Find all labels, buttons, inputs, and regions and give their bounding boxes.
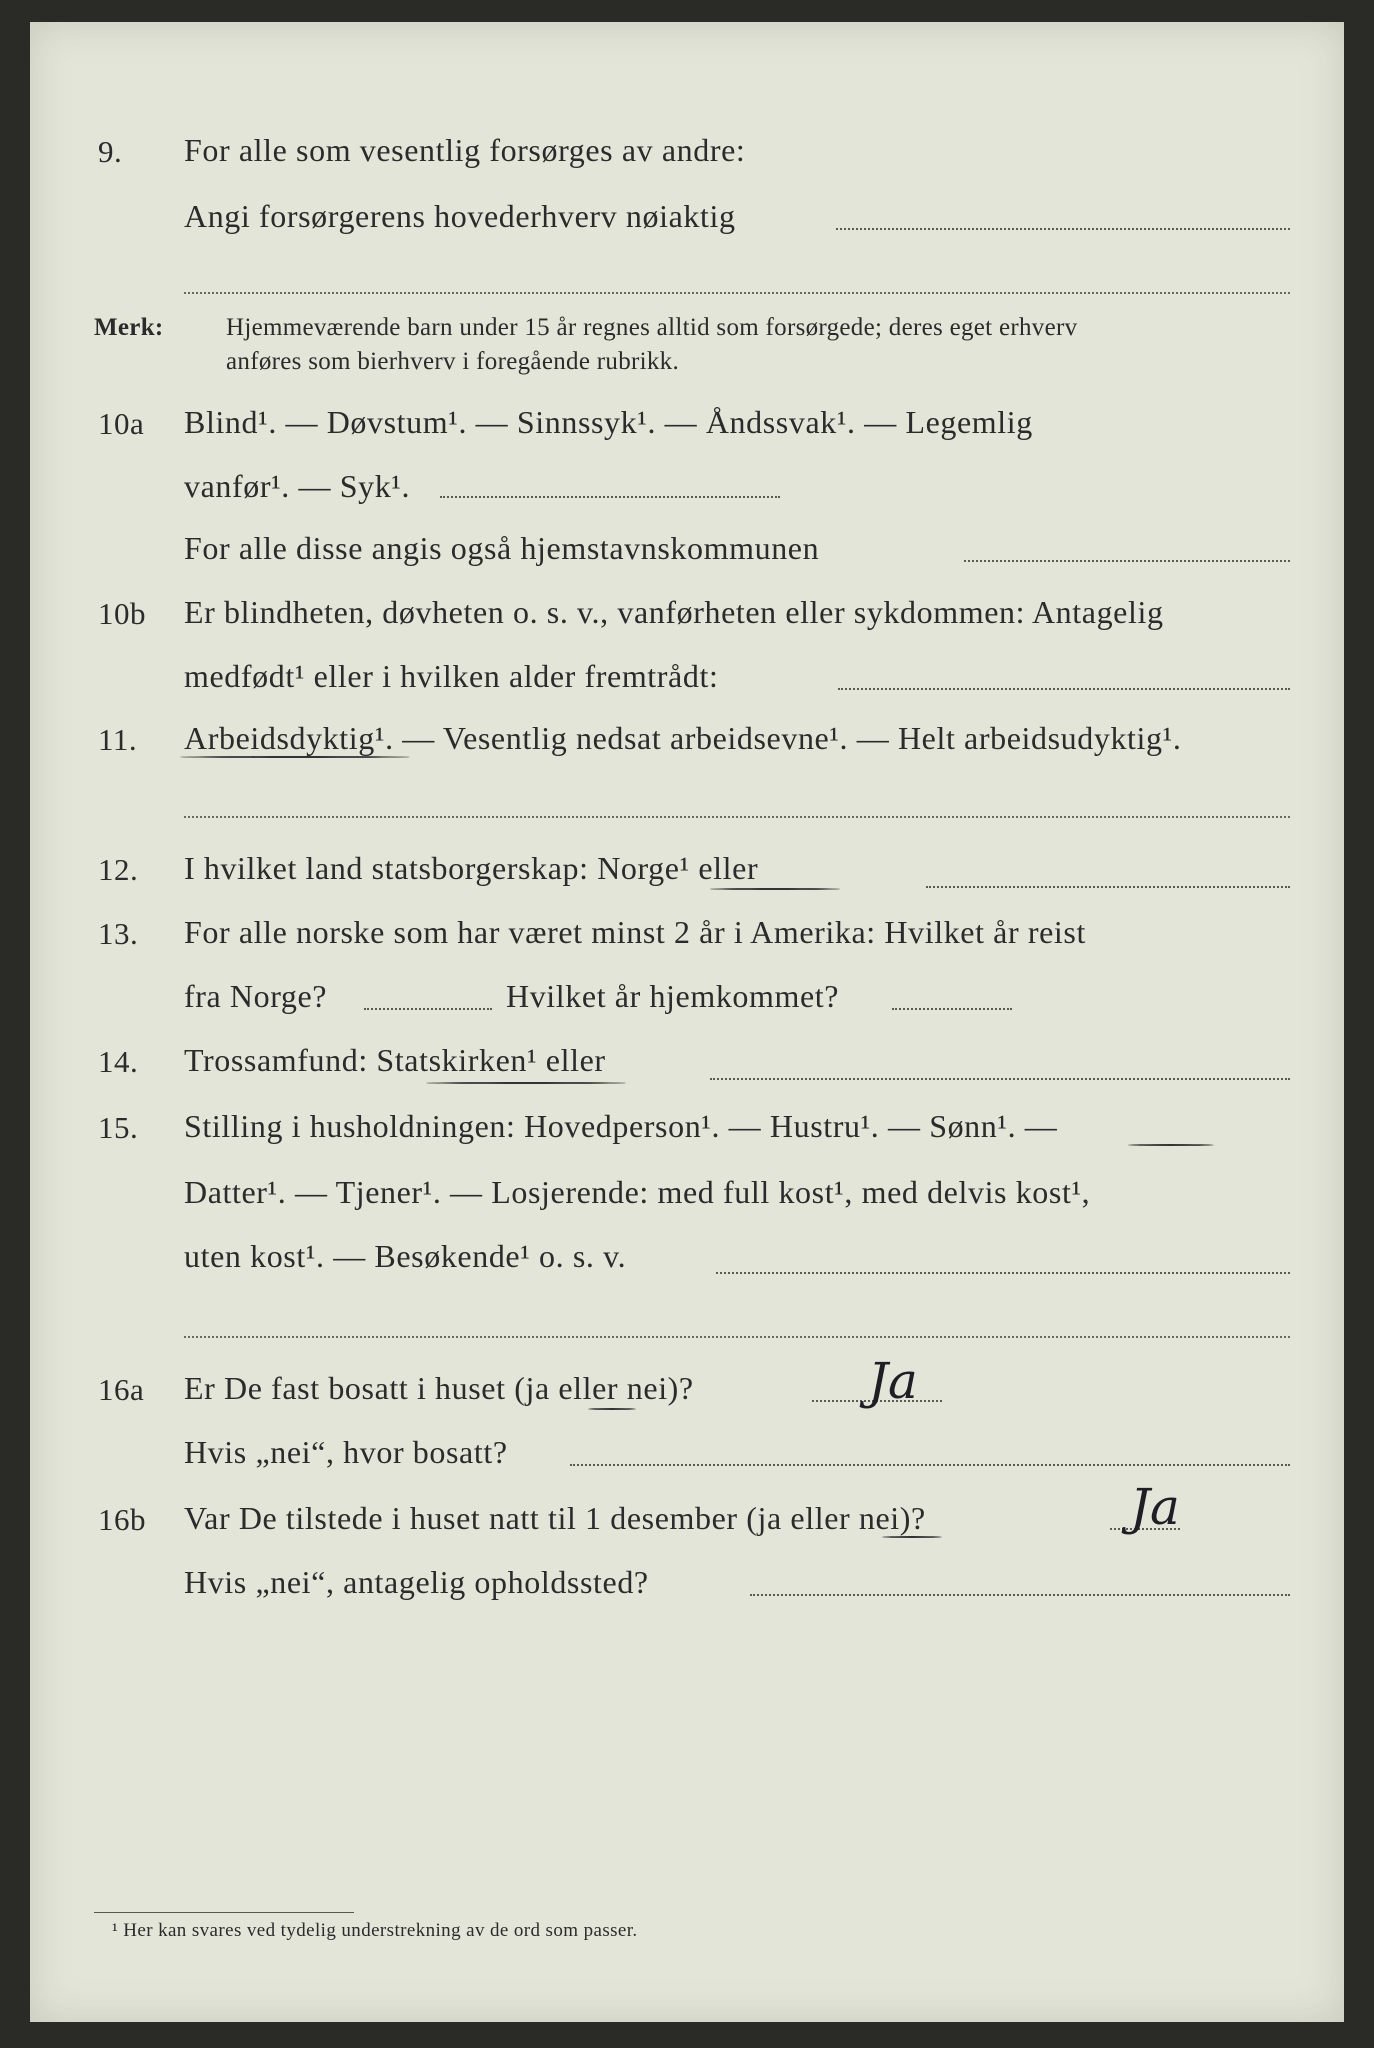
question-10a-line1: Blind¹. — Døvstum¹. — Sinnssyk¹. — Åndssvak¹. — Legemlig xyxy=(184,404,1033,440)
question-12-line1: I hvilket land statsborgerskap: Norge¹ eller xyxy=(184,850,759,886)
handwritten-answer-16b: Ja xyxy=(1130,1478,1180,1536)
answer-line-14[interactable] xyxy=(710,1078,1290,1080)
handwritten-answer-16a: Ja xyxy=(868,1352,918,1410)
underline-statskirken xyxy=(426,1082,626,1084)
merk-label: Merk: xyxy=(94,314,164,341)
answer-line-16a-bosatt[interactable] xyxy=(570,1464,1290,1466)
answer-line-12[interactable] xyxy=(926,886,1290,888)
question-11-number: 11. xyxy=(98,722,138,757)
underline-sonn xyxy=(1128,1144,1214,1146)
question-16a-number: 16a xyxy=(98,1372,145,1407)
question-9-line2: Angi forsørgerens hovederhverv nøiaktig xyxy=(184,198,736,234)
question-13-number: 13. xyxy=(98,916,139,951)
underline-norge xyxy=(710,888,840,890)
census-form-page xyxy=(30,22,1344,2022)
question-15-line3: uten kost¹. — Besøkende¹ o. s. v. xyxy=(184,1238,627,1274)
answer-line-9b[interactable] xyxy=(184,292,1290,294)
underline-ja-16a xyxy=(588,1408,636,1410)
question-9-line1: For alle som vesentlig forsørges av andre: xyxy=(184,132,746,168)
question-10a-number: 10a xyxy=(98,406,145,441)
question-16a-line2: Hvis „nei“, hvor bosatt? xyxy=(184,1434,508,1470)
question-15-number: 15. xyxy=(98,1110,139,1145)
answer-line-15b[interactable] xyxy=(184,1336,1290,1338)
question-10b-line1: Er blindheten, døvheten o. s. v., vanførheten eller sykdommen: Antagelig xyxy=(184,594,1164,630)
footnote: ¹ Her kan svares ved tydelig understrekning av de ord som passer. xyxy=(112,1920,638,1941)
answer-line-15[interactable] xyxy=(716,1272,1290,1274)
underline-arbeidsdyktig xyxy=(180,756,410,758)
footnote-rule xyxy=(94,1912,354,1913)
question-13-line2b: Hvilket år hjemkommet? xyxy=(506,978,840,1014)
question-13-line2a: fra Norge? xyxy=(184,978,328,1014)
question-16b-line2: Hvis „nei“, antagelig opholdssted? xyxy=(184,1564,649,1600)
question-14-line1: Trossamfund: Statskirken¹ eller xyxy=(184,1042,606,1078)
merk-line1: Hjemmeværende barn under 15 år regnes alltid som forsørgede; deres eget erhverv xyxy=(226,314,1078,341)
question-12-number: 12. xyxy=(98,852,139,887)
answer-line-13-reist[interactable] xyxy=(364,1008,492,1010)
answer-line-13-hjemkommet[interactable] xyxy=(892,1008,1012,1010)
merk-line2: anføres som bierhverv i foregående rubrikk. xyxy=(226,348,680,375)
question-16a-line1: Er De fast bosatt i huset (ja eller nei)? xyxy=(184,1370,694,1406)
answer-line-10a-hjemstavn[interactable] xyxy=(964,560,1290,562)
question-10a-line2: vanfør¹. — Syk¹. xyxy=(184,468,411,504)
question-10b-line2: medfødt¹ eller i hvilken alder fremtrådt: xyxy=(184,658,719,694)
question-15-line2: Datter¹. — Tjener¹. — Losjerende: med full kost¹, med delvis kost¹, xyxy=(184,1174,1091,1210)
answer-line-10a-syk[interactable] xyxy=(440,496,780,498)
question-14-number: 14. xyxy=(98,1044,139,1079)
question-11-line1: Arbeidsdyktig¹. — Vesentlig nedsat arbeidsevne¹. — Helt arbeidsudyktig¹. xyxy=(184,720,1182,756)
answer-line-16b-opholdssted[interactable] xyxy=(750,1594,1290,1596)
underline-ja-16b xyxy=(882,1536,942,1538)
question-13-line1: For alle norske som har været minst 2 år i Amerika: Hvilket år reist xyxy=(184,914,1086,950)
question-10b-number: 10b xyxy=(98,596,146,631)
question-10a-line3: For alle disse angis også hjemstavnskommunen xyxy=(184,530,820,566)
question-15-line1: Stilling i husholdningen: Hovedperson¹. — Hustru¹. — Sønn¹. — xyxy=(184,1108,1058,1144)
answer-line-11[interactable] xyxy=(184,816,1290,818)
question-16b-number: 16b xyxy=(98,1502,146,1537)
question-16b-line1: Var De tilstede i huset natt til 1 desember (ja eller nei)? xyxy=(184,1500,926,1536)
answer-line-9[interactable] xyxy=(836,228,1290,230)
question-9-number: 9. xyxy=(98,134,123,169)
answer-line-10b[interactable] xyxy=(838,688,1290,690)
